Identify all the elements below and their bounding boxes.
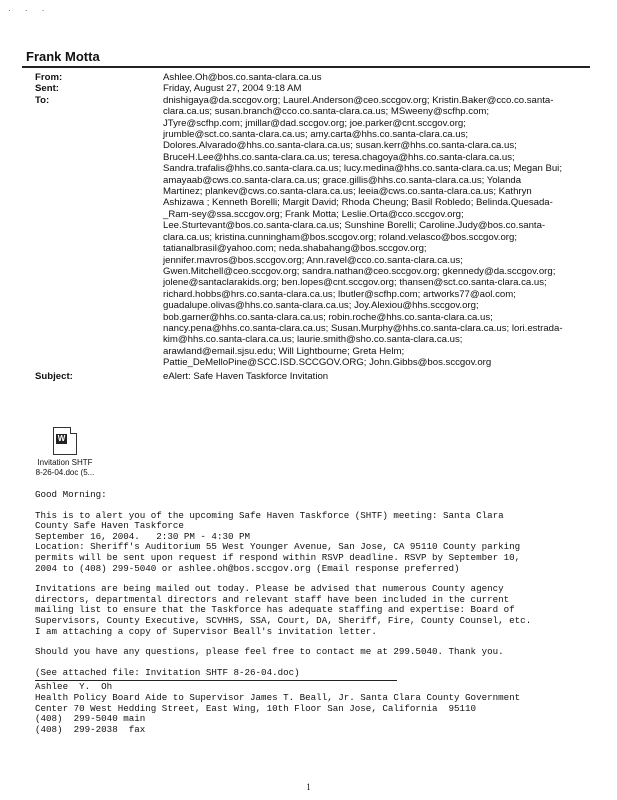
sent-row: [35, 83, 585, 94]
body-line: Supervisors, County Executive, SCVHHS, SSA, Court, DA, Sheriff, Fire, County Counsel, etc.: [35, 614, 532, 626]
to-line: kim@hhs.co.santa-clara.ca.us; laurie.smith@sho.co.santa-clara.ca.us;: [163, 334, 463, 346]
to-line: Martinez; plankev@cws.co.santa-clara.ca.us; leeia@cws.co.santa-clara.ca.us; Kathryn: [163, 186, 532, 198]
signature-name: Ashlee Y. Oh: [35, 681, 113, 693]
to-label: To:: [35, 94, 50, 106]
to-line: amayaab@cws.co.santa-clara.ca.us; grace.gillis@hhs.co.santa-clara.ca.us; Yolanda: [163, 174, 522, 186]
body-line: 2004 to (408) 299-5040 or ashlee.oh@bos.sccgov.org (Email response preferred): [35, 562, 460, 574]
from-value: Ashlee.Oh@bos.co.santa-clara.ca.us: [163, 72, 322, 83]
from-row: [35, 72, 585, 83]
signature-line: Center 70 West Hedding Street, East Wing, 10th Floor San Jose, California 95110: [35, 702, 477, 714]
to-line: jennifer.mavros@bos.sccgov.org; Ann.ravel@cco.co.santa-clara.ca.us;: [163, 254, 463, 266]
body-line: County Safe Haven Taskforce: [35, 520, 184, 532]
body-line: directors, departmental directors and relevant staff have been included in the current: [35, 593, 510, 605]
attached-file-note: (See attached file: Invitation SHTF 8-26-04.doc): [35, 666, 300, 678]
to-line: jrumble@sct.co.santa-clara.ca.us; amy.carta@hhs.co.santa-clara.ca.us;: [163, 129, 469, 141]
to-line: nancy.pena@hhs.co.santa-clara.ca.us; Susan.Murphy@hhs.co.santa-clara.ca.us; lori.estrada-: [163, 322, 563, 334]
to-line: jolene@santaclarakids.org; ben.lopes@cnt.sccgov.org; thansen@sct.co.santa-clara.ca.us;: [163, 277, 547, 289]
signature-line: Health Policy Board Aide to Supervisor James T. Beall, Jr. Santa Clara County Government: [35, 691, 521, 703]
attachment-name-line2: 8-26-04.doc (5...: [35, 468, 95, 477]
to-line: Ashizawa ; Kenneth Borelli; Margit David; Rhoda Cheung; Basil Robledo; Belinda.Quesada-: [163, 197, 553, 209]
attachment-name-line1: Invitation SHTF: [37, 458, 93, 467]
email-body: [35, 490, 600, 735]
contact-line: Should you have any questions, please feel free to contact me at 299.5040. Thank you.: [35, 646, 504, 658]
sender-header: [22, 49, 590, 68]
to-line: arawland@email.sjsu.edu; Will Lightbourne; Greta Helm;: [163, 345, 405, 357]
to-line: clara.ca.us; susan.branch@cco.co.santa-clara.ca.us; MSweeny@scfhp.com;: [163, 106, 490, 118]
body-line: Location: Sheriff's Auditorium 55 West Younger Avenue, San Jose, CA 95110 County parking: [35, 541, 521, 553]
to-line: richard.hobbs@hrs.co.santa-clara.ca.us; lbutler@scfhp.com; artworks77@aol.com;: [163, 288, 516, 300]
body-line: This is to alert you of the upcoming Safe Haven Taskforce (SHTF) meeting: Santa Clara: [35, 509, 504, 521]
to-line: bob.garner@hhs.co.santa-clara.ca.us; robin.roche@hhs.co.santa-clara.ca.us;: [163, 311, 493, 323]
to-line: guadalupe.olivas@hhs.co.santa-clara.ca.us; Joy.Alexiou@hhs.sccgov.org;: [163, 300, 479, 312]
to-line: JTyre@scfhp.com; jmillar@dad.sccgov.org; joe.parker@cnt.sccgov.org;: [163, 117, 466, 129]
to-line: Lee.Sturtevant@bos.co.santa-clara.ca.us; Sunshine Borelli; Caroline.Judy@bos.co.santa-: [163, 220, 546, 232]
page-number: 1: [306, 782, 311, 792]
attachment[interactable]: [30, 427, 100, 478]
to-line: Pattie_DeMelloPine@SCC.ISD.SCCGOV.ORG; John.Gibbs@bos.sccgov.org: [163, 357, 492, 369]
greeting: Good Morning:: [35, 489, 107, 500]
subject-label: Subject:: [35, 370, 73, 382]
sender-divider: [22, 66, 590, 68]
to-line: Dolores.Alvarado@hhs.co.santa-clara.ca.us; susan.kerr@hhs.co.santa-clara.ca.us;: [163, 140, 517, 152]
sender-name: Frank Motta: [26, 49, 100, 64]
to-line: BruceH.Lee@hhs.co.santa-clara.ca.us; teresa.chagoya@hhs.co.santa-clara.ca.us;: [163, 151, 515, 163]
email-header: [35, 72, 585, 382]
from-label: From:: [35, 72, 63, 83]
sent-value: Friday, August 27, 2004 9:18 AM: [163, 83, 302, 95]
body-line: September 16, 2004. 2:30 PM - 4:30 PM: [35, 530, 251, 542]
subject-row: [35, 371, 585, 382]
word-letter: W: [57, 434, 66, 443]
to-row: [35, 95, 585, 369]
subject-value: eAlert: Safe Haven Taskforce Invitation: [163, 370, 329, 382]
to-line: _Ram-sey@ssa.sccgov.org; Frank Motta; Leslie.Orta@cco.sccgov.org;: [163, 208, 464, 220]
to-recipients: [163, 95, 585, 369]
sent-label: Sent:: [35, 83, 59, 95]
to-line: clara.ca.us; kristina.cunningham@bos.sccgov.org; roland.velasco@bos.sccgov.org;: [163, 231, 518, 243]
scan-marks: · · ·: [8, 6, 51, 15]
body-line: Invitations are being mailed out today. Please be advised that numerous County agency: [35, 583, 504, 595]
to-line: dnishigaya@da.sccgov.org; Laurel.Anderson@ceo.sccgov.org; Kristin.Baker@cco.co.santa-: [163, 94, 554, 106]
to-line: tatianalbrasil@yahoo.com; neda.shabahang@bos.sccgov.org;: [163, 243, 427, 255]
to-line: Gwen.Mitchell@ceo.sccgov.org; sandra.nathan@ceo.sccgov.org; gkennedy@da.sccgov.org;: [163, 265, 556, 277]
word-document-icon[interactable]: [53, 427, 77, 455]
signature-fax: (408) 299-2038 fax: [35, 723, 146, 735]
body-line: permits will be sent upon request if respond within RSVP deadline. RSVP by September 10,: [35, 551, 521, 563]
body-line: mailing list to ensure that the Taskforce has adequate staffing and expertise: Board of: [35, 604, 515, 616]
body-line: I am attaching a copy of Supervisor Beall's invitation letter.: [35, 625, 377, 637]
signature-phone: (408) 299-5040 main: [35, 713, 146, 725]
to-line: Sandra.trafalis@hhs.co.santa-clara.ca.us; lucy.medina@hhs.co.santa-clara.ca.us; Megan Bui;: [163, 163, 562, 175]
